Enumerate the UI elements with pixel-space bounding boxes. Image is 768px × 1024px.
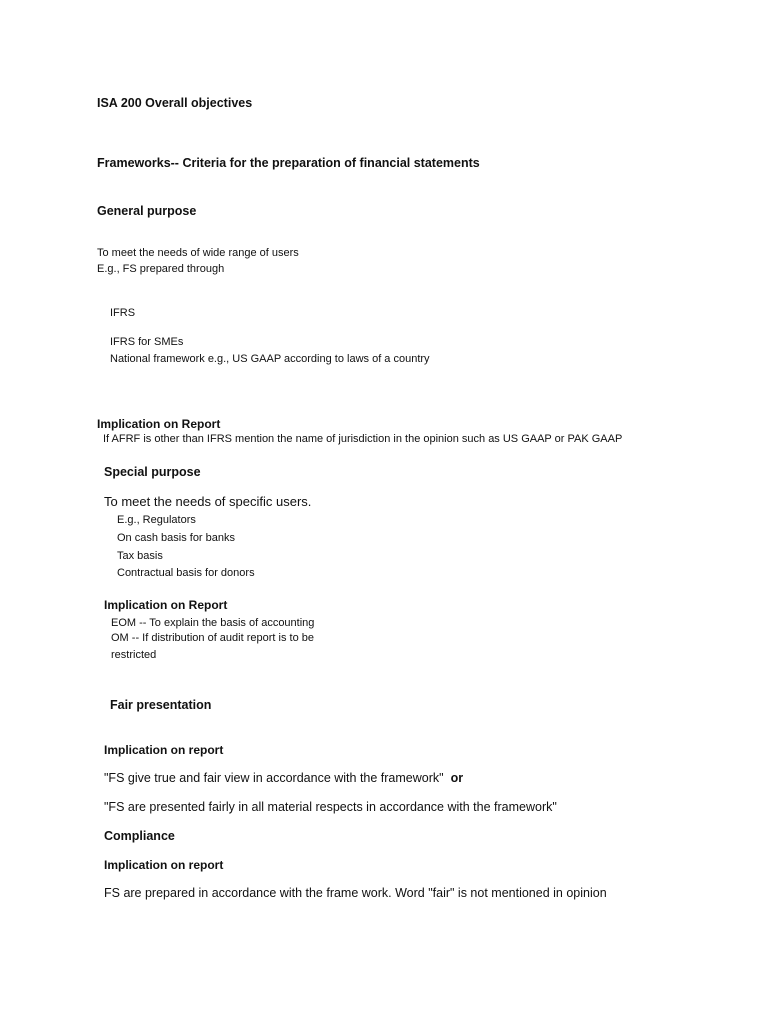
fair-quote-presented-fairly: "FS are presented fairly in all material respects in accordance with the framework" [104, 800, 557, 814]
framework-item: IFRS [110, 307, 136, 319]
general-purpose-line: E.g., FS prepared through [97, 263, 225, 275]
special-implication-heading: Implication on Report [104, 598, 228, 612]
general-purpose-heading: General purpose [97, 204, 197, 218]
frameworks-heading: Frameworks-- Criteria for the preparation of financial statements [97, 156, 480, 170]
general-implication-heading: Implication on Report [97, 417, 221, 431]
special-implication-line: OM -- If distribution of audit report is to be [111, 632, 314, 644]
special-example-item: E.g., Regulators [117, 514, 196, 526]
fair-quote-line [104, 772, 463, 785]
special-implication-line: EOM -- To explain the basis of accounting [111, 617, 315, 629]
framework-item: National framework e.g., US GAAP according to laws of a country [110, 353, 430, 365]
compliance-implication-heading: Implication on report [104, 858, 224, 872]
framework-item: IFRS for SMEs [110, 336, 184, 348]
special-example-item: Tax basis [117, 550, 163, 562]
general-purpose-line: To meet the needs of wide range of users [97, 247, 299, 259]
special-example-item: Contractual basis for donors [117, 567, 255, 579]
or-connector: or [450, 771, 464, 785]
fair-implication-heading: Implication on report [104, 743, 224, 757]
fair-quote-true-and-fair: "FS give true and fair view in accordance with the framework" [104, 771, 444, 785]
page-title: ISA 200 Overall objectives [97, 96, 253, 110]
special-implication-line: restricted [111, 649, 157, 661]
compliance-heading: Compliance [104, 829, 175, 843]
special-purpose-intro: To meet the needs of specific users. [104, 494, 312, 509]
special-example-item: On cash basis for banks [117, 532, 236, 544]
special-purpose-heading: Special purpose [104, 465, 201, 479]
fair-presentation-heading: Fair presentation [110, 698, 212, 712]
compliance-text: FS are prepared in accordance with the frame work. Word "fair" is not mentioned in opinion [104, 886, 607, 900]
general-implication-text: If AFRF is other than IFRS mention the name of jurisdiction in the opinion such as US GAAP or PAK GAAP [103, 433, 623, 445]
